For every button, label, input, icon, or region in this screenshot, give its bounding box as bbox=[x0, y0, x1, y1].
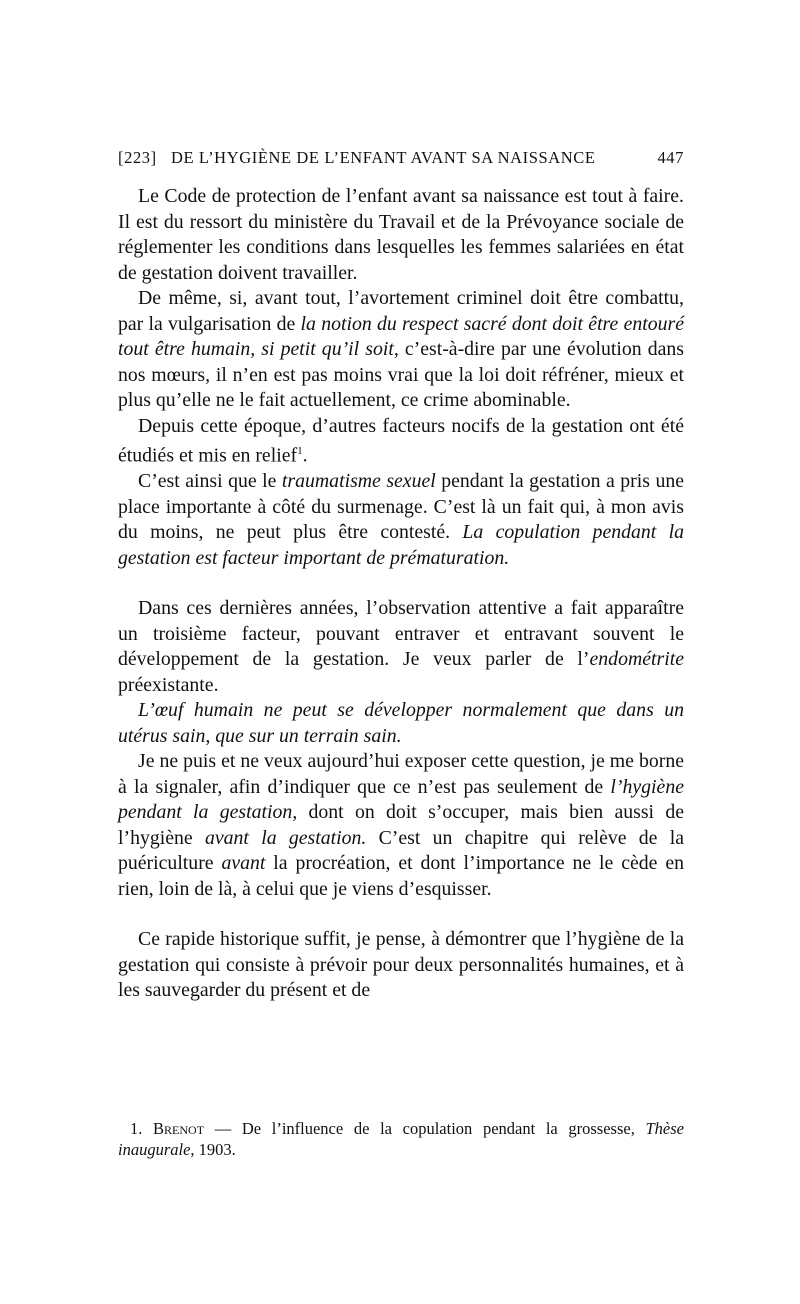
body-text bbox=[118, 184, 684, 1004]
footnote bbox=[118, 1118, 684, 1160]
paragraph-text: C’est un chapitre qui relève de la puériculture bbox=[118, 826, 685, 875]
italic-phrase: l’hygiène pendant la gestation, bbox=[118, 775, 684, 824]
paragraph-code-protection bbox=[118, 184, 684, 286]
italic-phrase: avant bbox=[221, 852, 266, 875]
paragraph-text: c’est-à-dire par une évolution dans nos mœurs, il n’en est pas moins vrai que la loi doit réfréner, mieux et plus qu’elle ne le fait actuellement, ce crime abominable. bbox=[118, 338, 685, 411]
paragraph-historique bbox=[118, 927, 684, 1004]
paragraph-text: pendant la gestation a pris une place importante à côté du surmenage. C’est là un fait qui, à mon avis du moins, ne peut plus être contesté. bbox=[118, 470, 685, 544]
footnote-title: Thèse inaugurale bbox=[118, 1119, 684, 1159]
section-number: [223] bbox=[118, 148, 157, 167]
footnote-year: , 1903. bbox=[190, 1140, 236, 1159]
footnote-text-part: — De l’influence de la copulation pendant la grossesse, bbox=[204, 1119, 646, 1138]
running-title: DE L’HYGIÈNE DE L’ENFANT AVANT SA NAISSANCE bbox=[171, 148, 596, 167]
paragraph-text: la procréation, et dont l’importance ne le cède en rien, loin de là, à celui que je viens d’esquisser. bbox=[118, 852, 684, 900]
running-header bbox=[118, 148, 684, 170]
paragraph-facteurs-nocifs bbox=[118, 414, 684, 470]
paragraph-avortement bbox=[118, 286, 684, 414]
italic-phrase: la notion du respect sacré dont doit être entouré tout être humain, si petit qu’il soit, bbox=[118, 312, 684, 360]
paragraph-text: préexistante. bbox=[118, 673, 219, 696]
italic-phrase: avant la gestation. bbox=[204, 826, 367, 849]
paragraph-text: Ce rapide historique suffit, je pense, à démontrer que l’hygiène de la gestation qui consiste à prévoir pour deux personnalités humaines, et à les sauvegarder du présent et de bbox=[118, 928, 684, 1002]
paragraph-oeuf-humain bbox=[118, 698, 684, 749]
paragraph-text: Dans ces dernières années, l’observation attentive a fait apparaître un troisième facteur, pouvant entraver et entravant souvent le développement de la gestation. Je veux parler de l’ bbox=[118, 597, 684, 671]
footnote-marker: 1. bbox=[130, 1119, 143, 1138]
italic-phrase: L’œuf humain ne peut se développer normalement que dans un utérus sain, que sur un terrain sain. bbox=[118, 699, 684, 747]
paragraph-text: dont on doit s’occuper, mais bien aussi de l’hygiène bbox=[118, 801, 684, 849]
paragraph-traumatisme bbox=[118, 469, 684, 571]
footnote-reference: 1 bbox=[297, 445, 303, 457]
italic-phrase: traumatisme sexuel bbox=[281, 470, 436, 493]
paragraph-endometrite bbox=[118, 596, 684, 698]
page-number: 447 bbox=[657, 148, 684, 167]
paragraph-text: Le Code de protection de l’enfant avant sa naissance est tout à faire. Il est du ressort du ministère du Travail et de la Prévoyance sociale de réglementer les conditions dans lesquelles les femmes salariées en état de gestation doivent travailler. bbox=[118, 185, 684, 284]
paragraph-text: . bbox=[302, 444, 308, 467]
footnote-author: Brenot bbox=[153, 1119, 205, 1138]
paragraph-text: C’est ainsi que le bbox=[138, 470, 282, 493]
paragraph-hygiene-avant bbox=[118, 749, 684, 902]
paragraph-text: Je ne puis et ne veux aujourd’hui exposer cette question, je me borne à la signaler, afin d’indiquer que ce n’est pas seulement de bbox=[118, 750, 684, 798]
paragraph-text: De même, si, avant tout, l’avortement criminel doit être combattu, par la vulgarisation de bbox=[118, 287, 684, 335]
section-gap bbox=[118, 902, 684, 927]
footnote-text bbox=[118, 1118, 684, 1160]
section-gap bbox=[118, 571, 684, 596]
italic-phrase: La copulation pendant la gestation est facteur important de prématuration. bbox=[118, 521, 684, 569]
italic-phrase: endométrite bbox=[589, 648, 684, 671]
paragraph-text: Depuis cette époque, d’autres facteurs nocifs de la gestation ont été étudiés et mis en relief bbox=[118, 414, 684, 467]
